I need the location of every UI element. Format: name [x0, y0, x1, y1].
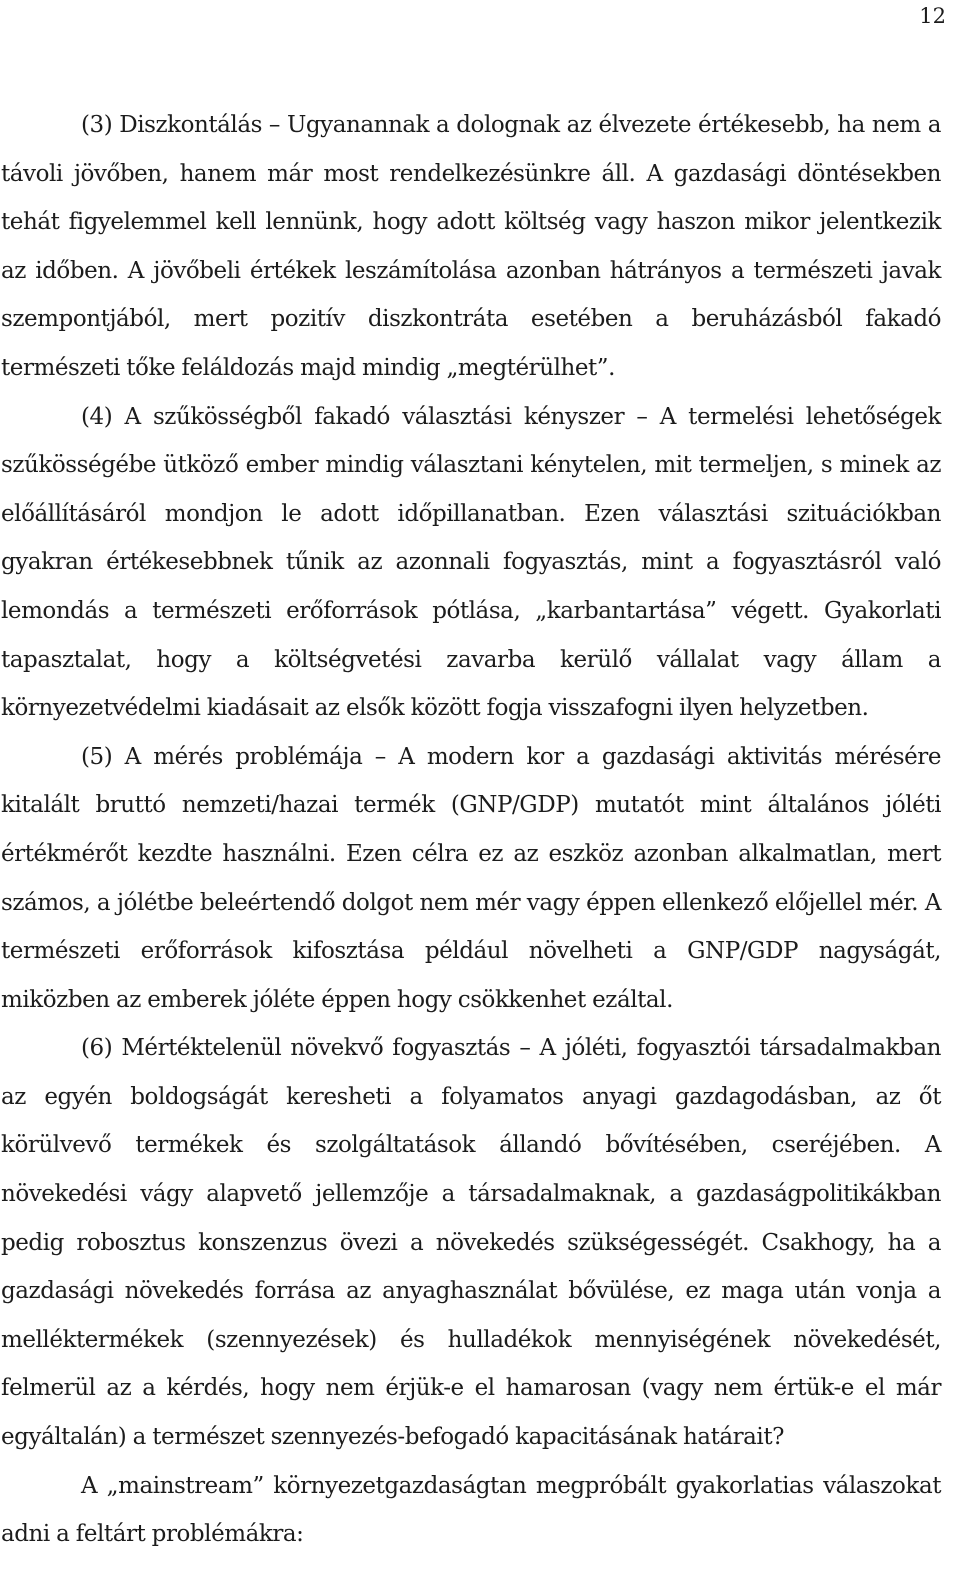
paragraph-consumption: (6) Mértéktelenül növekvő fogyasztás – A jóléti, fogyasztói társadalmakban az egyén boldogságát keresheti a folyamatos anyagi gazdagodásban, az őt körülvevő termékek és szolgáltatások állandó bővítésében, cseréjében. A növekedési vágy alapvető jellemzője a társadalmaknak, a gazdaságpolitikákban pedig robosztus konszenzus övezi a növekedés szükségességét. Csakhogy, ha a gazdasági növekedés forrása az anyaghasználat bővülése, ez maga után vonja a melléktermékek (szennyezések) és hulladékok mennyiségének növekedését, felmerül az a kérdés, hogy nem érjük-e el hamarosan (vagy nem értük-e el már egyáltalán) a természet szennyezés-befogadó kapacitásának határait?	[1, 1035, 941, 1451]
paragraph-scarcity: (4) A szűkösségből fakadó választási kényszer – A termelési lehetőségek szűkösségébe ütköző ember mindig választani kénytelen, mit termeljen, s minek az előállításáról mondjon le adott időpillanatban. Ezen választási szituációkban gyakran értékesebbnek tűnik az azonnali fogyasztás, mint a fogyasztásról való lemondás a természeti erőforrások pótlása, „karbantartása” végett. Gyakorlati tapasztalat, hogy a költségvetési zavarba kerülő vállalat vagy állam a környezetvédelmi kiadásait az elsők között fogja visszafogni ilyen helyzetben.	[1, 403, 941, 722]
body-text	[1, 101, 941, 1559]
paragraph-mainstream: A „mainstream” környezetgazdaságtan megpróbált gyakorlatias válaszokat adni a feltárt problémákra:	[1, 1472, 941, 1548]
page-number: 12	[919, 4, 946, 28]
paragraph-measurement: (5) A mérés problémája – A modern kor a gazdasági aktivitás mérésére kitalált bruttó nemzeti/hazai termék (GNP/GDP) mutatót mint általános jóléti értékmérőt kezdte használni. Ezen célra ez az eszköz azonban alkalmatlan, mert számos, a jólétbe beleértendő dolgot nem mér vagy éppen ellenkező előjellel mér. A természeti erőforrások kifosztása például növelheti a GNP/GDP nagyságát, miközben az emberek jóléte éppen hogy csökkenhet ezáltal.	[1, 743, 941, 1013]
paragraph-discounting: (3) Diszkontálás – Ugyanannak a dolognak az élvezete értékesebb, ha nem a távoli jövőben, hanem már most rendelkezésünkre áll. A gazdasági döntésekben tehát figyelemmel kell lennünk, hogy adott költség vagy haszon mikor jelentkezik az időben. A jövőbeli értékek leszámítolása azonban hátrányos a természeti javak szempontjából, mert pozitív diszkontráta esetében a beruházásból fakadó természeti tőke feláldozás majd mindig „megtérülhet”.	[1, 112, 941, 381]
